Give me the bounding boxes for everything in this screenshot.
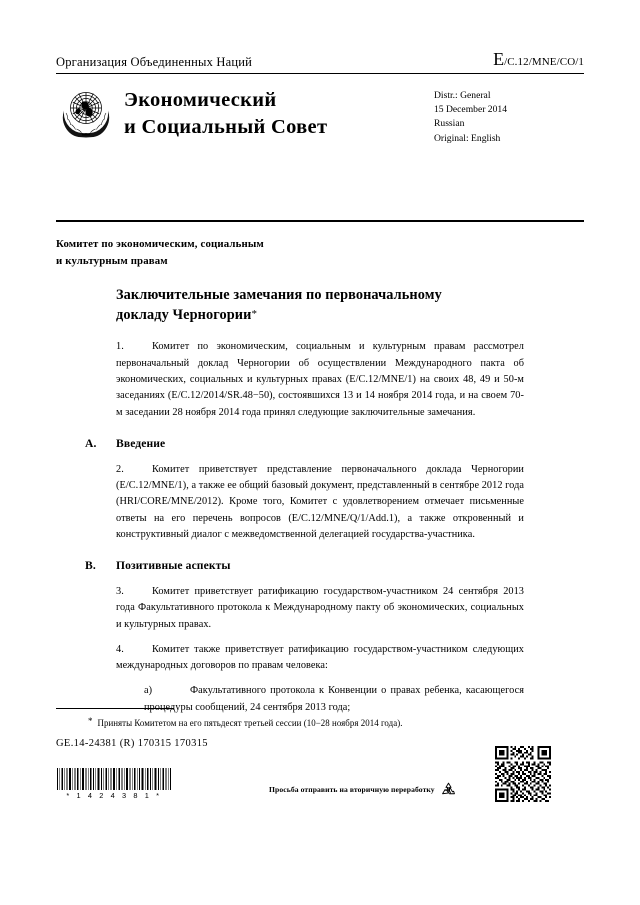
section-heading-a bbox=[85, 436, 524, 450]
paragraph-2-text: Комитет приветствует представление первоначального доклада Черногории (E/C.12/MNE/1), а также ее общий базовый документ, представленный в сентябре 2012 года (HRI/CORE/MNE/2012). Кроме того, Комитет с удовлетворением отмечает письменные ответы на его перечень вопросов (E/C.12/MNE/Q/1/Add.1), а также откровенный и конструктивный диалог с межведомственной делегацией государства-участника. bbox=[116, 463, 524, 540]
masthead-divider-thick bbox=[56, 220, 584, 222]
ge-document-number: GE.14-24381 (R) 170315 170315 bbox=[56, 738, 208, 749]
footnote-area bbox=[56, 708, 584, 730]
committee-name-line2: и культурным правам bbox=[56, 254, 168, 267]
document-symbol bbox=[493, 50, 584, 70]
paragraph-1-number: 1. bbox=[116, 341, 124, 353]
council-title bbox=[124, 83, 434, 140]
section-b-letter: B. bbox=[85, 559, 96, 573]
page-title-line1: Заключительные замечания по первоначальному bbox=[116, 287, 442, 303]
paragraph-1 bbox=[116, 339, 524, 420]
emblem-container bbox=[56, 83, 124, 139]
paragraph-2-number: 2. bbox=[116, 463, 124, 475]
recycling-symbol-icon bbox=[440, 781, 457, 798]
paragraph-1-text: Комитет по экономическим, социальным и культурным правам рассмотрел первоначальный доклад Черногории об осуществлении Международного пакта об экономических, социальных и культурных правах (E/C.12/MNE/1) на своих 48, 49 и 50-м заседаниях (E/C.12/2014/SR.48−50), состоявшихся 13 и 14 ноября 2014 года, и на своем 70-м заседании 28 ноября 2014 года принял следующие заключительные замечания. bbox=[116, 341, 524, 418]
paragraph-4a-number: a) bbox=[144, 685, 153, 697]
section-a-letter: A. bbox=[85, 436, 97, 450]
council-title-line2: и Социальный Совет bbox=[124, 115, 328, 138]
qr-code-icon bbox=[495, 746, 551, 802]
paragraph-4-number: 4. bbox=[116, 643, 124, 655]
un-emblem-icon bbox=[56, 85, 116, 139]
organization-name: Организация Объединенных Наций bbox=[56, 55, 253, 69]
paragraph-3-number: 3. bbox=[116, 586, 124, 598]
page-title-line2: докладу Черногории bbox=[116, 306, 252, 323]
recycle-text: Просьба отправить на вторичную переработку bbox=[269, 785, 435, 794]
footer bbox=[56, 768, 584, 824]
section-heading-b bbox=[85, 559, 524, 573]
page-title bbox=[116, 286, 524, 325]
barcode-container bbox=[56, 768, 172, 800]
distribution-original: Original: English bbox=[434, 132, 501, 144]
masthead bbox=[56, 50, 584, 146]
document-body bbox=[85, 286, 524, 725]
footnote bbox=[56, 715, 584, 730]
section-b-title: Позитивные аспекты bbox=[116, 559, 231, 573]
masthead-body bbox=[56, 83, 584, 146]
masthead-divider-thin bbox=[56, 73, 584, 74]
title-footnote-marker: * bbox=[251, 307, 258, 320]
paragraph-2 bbox=[116, 462, 524, 543]
barcode-digits: * 1 4 2 4 3 8 1 * bbox=[66, 791, 162, 800]
recycle-note bbox=[269, 781, 457, 798]
document-symbol-prefix: E bbox=[493, 49, 505, 69]
footnote-text: Приняты Комитетом на его пятьдесят третьей сессии (10−28 ноября 2014 года). bbox=[97, 718, 403, 728]
paragraph-4a-text: Факультативного протокола к Конвенции о правах ребенка, касающегося процедуры сообщений, 24 сентября 2013 года; bbox=[144, 685, 524, 713]
paragraph-3 bbox=[116, 584, 524, 633]
document-symbol-rest: /C.12/MNE/CO/1 bbox=[504, 56, 584, 68]
section-a-title: Введение bbox=[116, 436, 166, 450]
masthead-top-row bbox=[56, 50, 584, 72]
paragraph-4-text: Комитет также приветствует ратификацию государством-участником следующих международных договоров по правам человека: bbox=[116, 643, 524, 672]
footnote-divider bbox=[56, 708, 174, 709]
footnote-marker: * bbox=[88, 716, 93, 726]
barcode-icon bbox=[56, 768, 172, 790]
paragraph-4 bbox=[116, 642, 524, 675]
distribution-type: Distr.: General bbox=[434, 90, 491, 101]
distribution-info bbox=[434, 83, 584, 146]
distribution-date: 15 December 2014 bbox=[434, 104, 507, 116]
committee-name-line1: Комитет по экономическим, социальным bbox=[56, 238, 264, 250]
distribution-language: Russian bbox=[434, 118, 465, 130]
committee-name bbox=[56, 236, 476, 269]
paragraph-3-text: Комитет приветствует ратификацию государством-участником 24 сентября 2013 года Факультативного протокола к Международному пакту об экономических, социальных и культурных правах. bbox=[116, 586, 524, 630]
council-title-line1: Экономический bbox=[124, 89, 277, 111]
